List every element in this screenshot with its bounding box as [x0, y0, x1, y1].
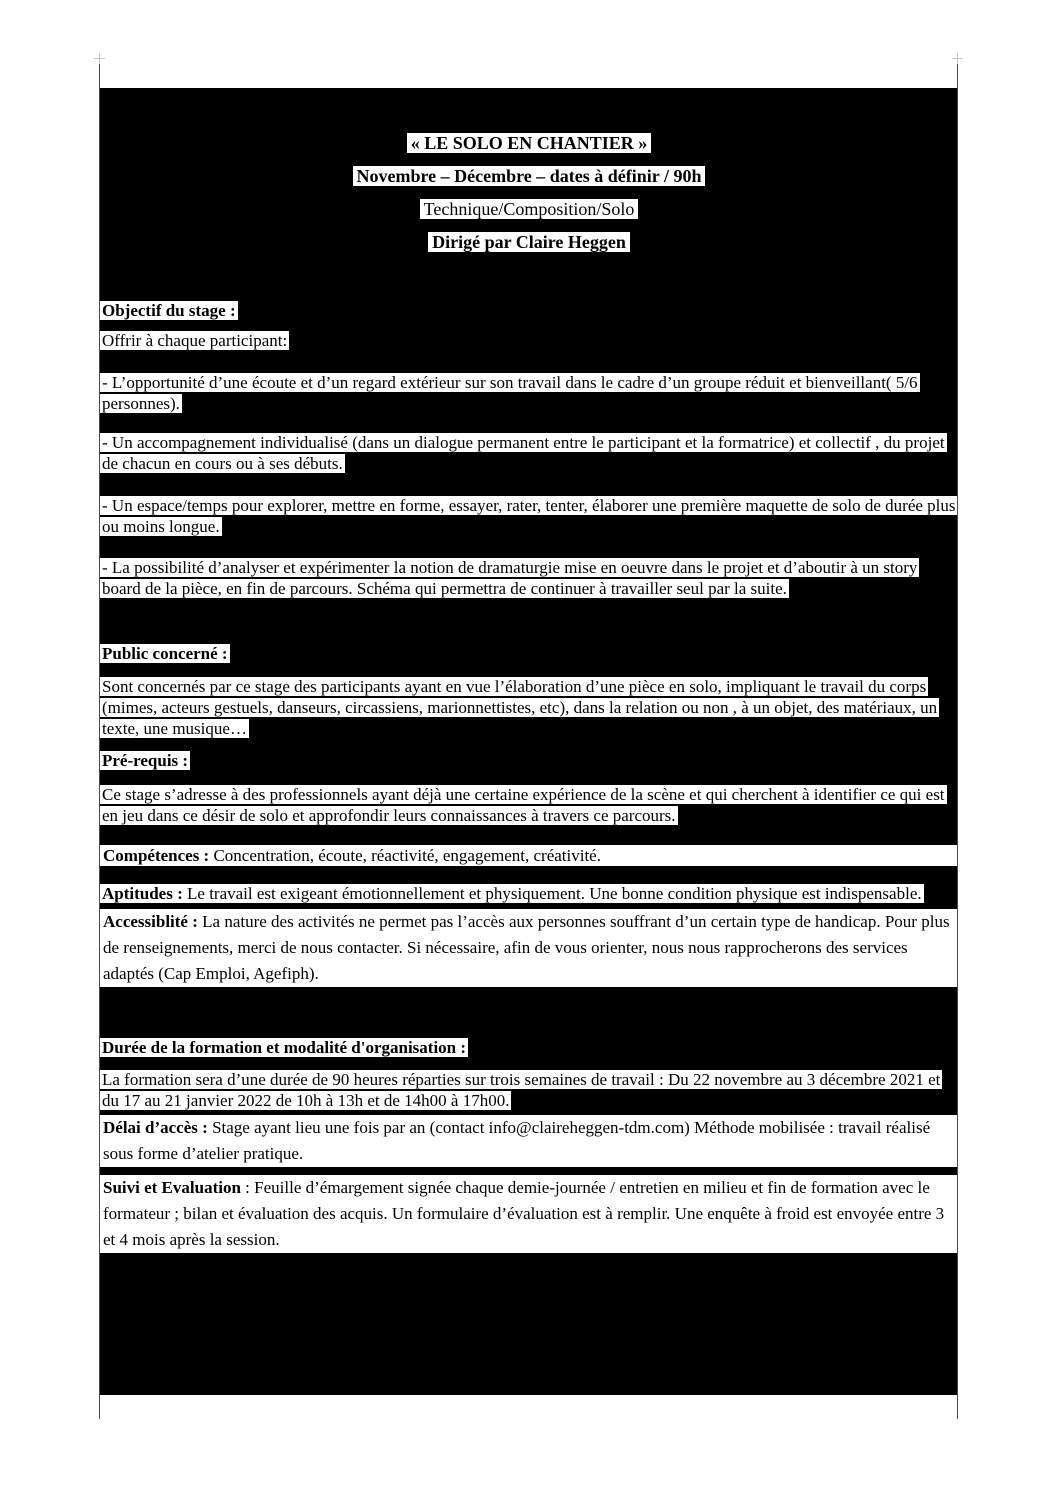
- document-header: [100, 88, 958, 259]
- text-boundary-corner-mark-top-left: [94, 53, 105, 64]
- objectif-heading: Objectif du stage :: [102, 301, 236, 320]
- director-text: Dirigé par Claire Heggen: [428, 232, 630, 252]
- public-body: Sont concernés par ce stage des participants ayant en vue l’élaboration d’une pièce en solo, impliquant le travail du corps (mimes, acteurs gestuels, danseurs, circassiens, marionnettistes, etc), dans la relation ou non , à un objet, des matériaux, un texte, une musique…: [102, 677, 938, 738]
- text-boundary-line-left: [99, 58, 100, 1419]
- objectif-intro: Offrir à chaque participant:: [102, 331, 288, 350]
- text-boundary-corner-mark-top-right: [952, 53, 963, 64]
- objectif-bullet: - Un accompagnement individualisé (dans un dialogue permanent entre le participant et la formatrice) et collectif , du projet de chacun en cours ou à ses débuts.: [102, 433, 945, 473]
- public-heading: Public concerné :: [102, 644, 228, 663]
- competences-line: [100, 845, 958, 866]
- accessibilite-text: La nature des activités ne permet pas l’accès aux personnes souffrant d’un certain type de handicap. Pour plus de renseignements, merci de nous contacter. Si nécessaire, afin de vous orienter, nous nous rapprocherons des services adaptés (Cap Emploi, Agefiph).: [103, 912, 950, 983]
- aptitudes-text: Le travail est exigeant émotionnellement et physiquement. Une bonne condition physique est indispensable.: [182, 884, 922, 903]
- prerequis-body: Ce stage s’adresse à des professionnels ayant déjà une certaine expérience de la scène et qui cherchent à identifier ce qui est en jeu dans ce désir de solo et approfondir leurs connaissances à travers ce parcours.: [102, 785, 945, 825]
- header-type-line: [100, 193, 958, 226]
- document-title: « LE SOLO EN CHANTIER »: [407, 133, 652, 153]
- header-director-line: [100, 226, 958, 259]
- objectif-bullet: - La possibilité d’analyser et expérimenter la notion de dramaturgie mise en oeuvre dans le projet et d’aboutir à un story board de la pièce, en fin de parcours. Schéma qui permettra de continuer à travailler seul par la suite.: [102, 558, 918, 598]
- document-body: [100, 88, 958, 1395]
- accessibilite-block: [100, 909, 958, 987]
- aptitudes-label: Aptitudes :: [102, 884, 183, 903]
- competences-label: Compétences :: [103, 846, 210, 865]
- suivi-block: [100, 1175, 958, 1253]
- suivi-text: : Feuille d’émargement signée chaque demie-journée / entretien en milieu et fin de formation avec le formateur ; bilan et évaluation des acquis. Un formulaire d’évaluation est à remplir. Une enquête à froid est envoyée entre 3 et 4 mois après la session.: [103, 1178, 945, 1249]
- dates-text: Novembre – Décembre – dates à définir / 90h: [353, 166, 706, 186]
- delai-label: Délai d’accès :: [103, 1118, 208, 1137]
- course-type-text: Technique/Composition/Solo: [420, 199, 639, 219]
- objectif-bullet: - Un espace/temps pour explorer, mettre en forme, essayer, rater, tenter, élaborer une première maquette de solo de durée plus ou moins longue.: [102, 496, 956, 536]
- duree-heading: Durée de la formation et modalité d'organisation :: [102, 1038, 467, 1057]
- header-dates-line: [100, 160, 958, 193]
- aptitudes-paragraph: [100, 883, 958, 904]
- prerequis-heading: Pré-requis :: [102, 751, 189, 770]
- accessibilite-label: Accessiblité :: [103, 912, 198, 931]
- competences-text: Concentration, écoute, réactivité, engagement, créativité.: [209, 846, 601, 865]
- delai-text: Stage ayant lieu une fois par an (contact info@claireheggen-tdm.com) Méthode mobilisée : travail réalisé sous forme d’atelier pratique.: [103, 1118, 931, 1163]
- delai-block: [100, 1115, 958, 1167]
- text-boundary-line-right: [957, 58, 958, 1419]
- suivi-label: Suivi et Evaluation: [103, 1178, 241, 1197]
- duree-body: La formation sera d’une durée de 90 heures réparties sur trois semaines de travail : Du 22 novembre au 3 décembre 2021 et du 17 au 21 janvier 2022 de 10h à 13h et de 14h00 à 17h00.: [102, 1070, 941, 1110]
- objectif-bullet: - L’opportunité d’une écoute et d’un regard extérieur sur son travail dans le cadre d’un groupe réduit et bienveillant( 5/6 personnes).: [102, 373, 918, 413]
- header-title-line: [100, 127, 958, 160]
